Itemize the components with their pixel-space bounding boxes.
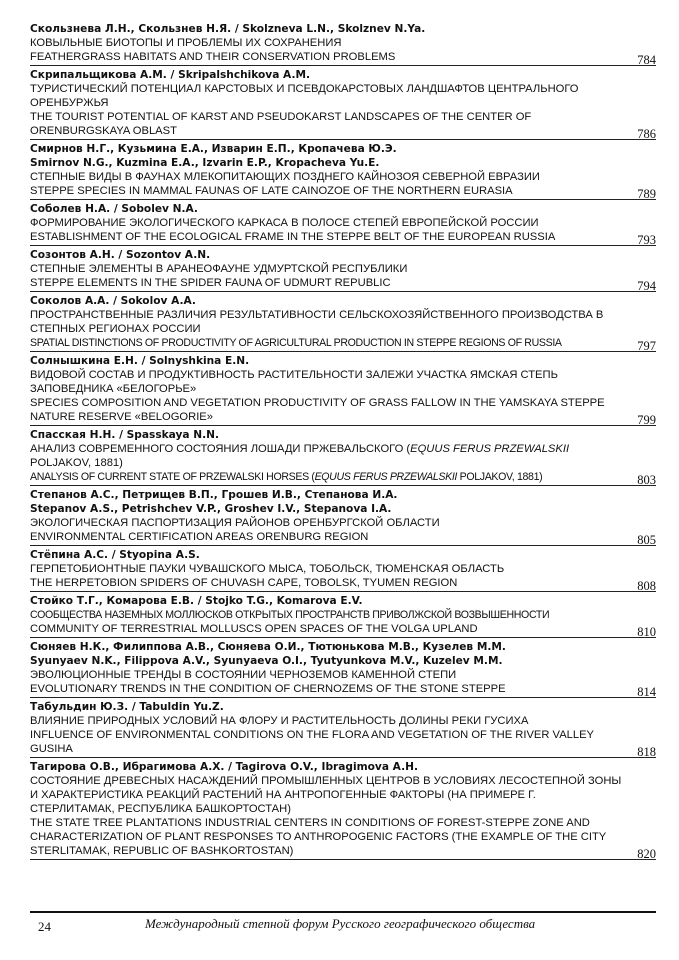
footer-title: Международный степной форум Русского географического общества: [145, 916, 536, 931]
entry-title-ru-part: АНАЛИЗ СОВРЕМЕННОГО СОСТОЯНИЯ ЛОШАДИ ПРЖЕВАЛЬСКОГО (: [30, 443, 411, 455]
entry-title-ru: СТЕПНЫЕ ЭЛЕМЕНТЫ В АРАНЕОФАУНЕ УДМУРТСКОЙ РЕСПУБЛИКИ: [30, 263, 408, 275]
entry-title-en: SPECIES COMPOSITION AND VEGETATION PRODUCTIVITY OF GRASS FALLOW IN THE YAMSKAYA STEPPE NATURE RESERVE «BELOGORIE»: [30, 397, 605, 423]
entry-page-number: 820: [637, 847, 656, 861]
entry-page-number: 786: [637, 127, 656, 141]
entry-authors: Соколов А.А. / Sokolov A.A.: [30, 295, 196, 307]
entry-title-en: EVOLUTIONARY TRENDS IN THE CONDITION OF CHERNOZEMS OF THE STONE STEPPE: [30, 683, 506, 695]
entry-authors: Тагирова О.В., Ибрагимова А.Х. / Tagirova O.V., Ibragimova A.H.: [30, 761, 418, 773]
entry-title-en: COMMUNITY OF TERRESTRIAL MOLLUSCS OPEN SPACES OF THE VOLGA UPLAND: [30, 623, 478, 635]
entry-authors: Созонтов А.Н. / Sozontov A.N.: [30, 249, 211, 261]
contents-entry: [30, 758, 656, 860]
entry-title-en: SPATIAL DISTINCTIONS OF PRODUCTIVITY OF AGRICULTURAL PRODUCTION IN STEPPE REGIONS OF RUSSIA: [30, 337, 562, 349]
contents-entry: [30, 292, 656, 352]
entry-title-en-part: POLJAKOV, 1881): [457, 471, 543, 483]
entry-authors: Смирнов Н.Г., Кузьмина Е.А., Изварин Е.П., Кропачева Ю.Э.: [30, 143, 397, 155]
entry-page-number: 805: [637, 533, 656, 547]
entry-title-ru: СООБЩЕСТВА НАЗЕМНЫХ МОЛЛЮСКОВ ОТКРЫТЫХ ПРОСТРАНСТВ ПРИВОЛЖСКОЙ ВОЗВЫШЕННОСТИ: [30, 609, 550, 621]
entry-page-number: 784: [637, 53, 656, 67]
entry-title-ru: ВЛИЯНИЕ ПРИРОДНЫХ УСЛОВИЙ НА ФЛОРУ И РАСТИТЕЛЬНОСТЬ ДОЛИНЫ РЕКИ ГУСИХА: [30, 715, 529, 727]
entry-title-ru: ЭКОЛОГИЧЕСКАЯ ПАСПОРТИЗАЦИЯ РАЙОНОВ ОРЕНБУРГСКОЙ ОБЛАСТИ: [30, 517, 440, 529]
entry-authors: Стёпина А.С. / Styopina A.S.: [30, 549, 200, 561]
footer-page-number: 24: [38, 919, 51, 934]
entry-title-en: INFLUENCE OF ENVIRONMENTAL CONDITIONS ON THE FLORA AND VEGETATION OF THE RIVER VALLEY GUSIHA: [30, 729, 594, 755]
entry-title-ru: СТЕПНЫЕ ВИДЫ В ФАУНАХ МЛЕКОПИТАЮЩИХ ПОЗДНЕГО КАЙНОЗОЯ СЕВЕРНОЙ ЕВРАЗИИ: [30, 171, 540, 183]
contents-entry: [30, 546, 656, 592]
contents-entry: [30, 140, 656, 200]
entry-title-en: THE TOURIST POTENTIAL OF KARST AND PSEUDOKARST LANDSCAPES OF THE CENTER OF ORENBURGSKAYA OBLAST: [30, 111, 532, 137]
entry-title-en: ENVIRONMENTAL CERTIFICATION AREAS ORENBURG REGION: [30, 531, 369, 543]
contents-entry: [30, 426, 656, 486]
entry-authors: Табульдин Ю.З. / Tabuldin Yu.Z.: [30, 701, 224, 713]
entry-title-ru: ТУРИСТИЧЕСКИЙ ПОТЕНЦИАЛ КАРСТОВЫХ И ПСЕВДОКАРСТОВЫХ ЛАНДШАФТОВ ЦЕНТРАЛЬНОГО ОРЕНБУРЖЬЯ: [30, 83, 579, 109]
entry-title-en-italic: EQUUS FERUS PRZEWALSKII: [314, 471, 458, 483]
entry-authors: Степанов А.С., Петрищев В.П., Грошев И.В., Степанова И.А.: [30, 489, 398, 501]
contents-entry: [30, 592, 656, 638]
entry-title-en: THE HERPETOBION SPIDERS OF CHUVASH CAPE, TOBOLSK, TYUMEN REGION: [30, 577, 458, 589]
entry-page-number: 810: [637, 625, 656, 639]
entry-authors: Спасская Н.Н. / Spasskaya N.N.: [30, 429, 220, 441]
contents-entry: [30, 20, 656, 66]
entry-authors: Сюняев Н.К., Филиппова А.В., Сюняева О.И., Тютюнькова М.В., Кузелев М.М.: [30, 641, 506, 653]
entry-page-number: 808: [637, 579, 656, 593]
entry-authors-latin: Stepanov A.S., Petrishchev V.P., Groshev I.V., Stepanova I.A.: [30, 503, 392, 515]
contents-entry: [30, 698, 656, 758]
entry-page-number: 793: [637, 233, 656, 247]
entry-title-en: [30, 470, 622, 484]
entry-title-ru: ГЕРПЕТОБИОНТНЫЕ ПАУКИ ЧУВАШСКОГО МЫСА, ТОБОЛЬСК, ТЮМЕНСКАЯ ОБЛАСТЬ: [30, 563, 505, 575]
contents-entry: [30, 66, 656, 140]
entry-authors-latin: Smirnov N.G., Kuzmina E.A., Izvarin E.P., Kropacheva Yu.E.: [30, 157, 380, 169]
contents-entry: [30, 352, 656, 426]
entry-title-ru: ПРОСТРАНСТВЕННЫЕ РАЗЛИЧИЯ РЕЗУЛЬТАТИВНОСТИ СЕЛЬСКОХОЗЯЙСТВЕННОГО ПРОИЗВОДСТВА В СТЕПНЫХ РЕГИОНАХ РОССИИ: [30, 309, 604, 335]
page-footer: [30, 911, 656, 934]
entry-title-ru: КОВЫЛЬНЫЕ БИОТОПЫ И ПРОБЛЕМЫ ИХ СОХРАНЕНИЯ: [30, 37, 342, 49]
entry-authors: Стойко Т.Г., Комарова Е.В. / Stojko T.G., Komarova E.V.: [30, 595, 363, 607]
contents-entry: [30, 246, 656, 292]
entry-title-ru: ЭВОЛЮЦИОННЫЕ ТРЕНДЫ В СОСТОЯНИИ ЧЕРНОЗЕМОВ КАМЕННОЙ СТЕПИ: [30, 669, 457, 681]
entry-page-number: 789: [637, 187, 656, 201]
entry-title-ru-part: POLJAKOV, 1881): [30, 457, 123, 469]
contents-entry: [30, 200, 656, 246]
entry-authors: Скользнева Л.Н., Скользнев Н.Я. / Skolzneva L.N., Skolznev N.Ya.: [30, 23, 426, 35]
entry-authors: Соболев Н.А. / Sobolev N.A.: [30, 203, 198, 215]
contents-entry: [30, 638, 656, 698]
entry-title-ru: ВИДОВОЙ СОСТАВ И ПРОДУКТИВНОСТЬ РАСТИТЕЛЬНОСТИ ЗАЛЕЖИ УЧАСТКА ЯМСКАЯ СТЕПЬ ЗАПОВЕДНИКА «БЕЛОГОРЬЕ»: [30, 369, 558, 395]
entry-page-number: 814: [637, 685, 656, 699]
contents-entry: [30, 486, 656, 546]
contents-list: [30, 20, 656, 860]
entry-authors-latin: Syunyaev N.K., Filippova A.V., Syunyaeva O.I., Tyutyunkova M.V., Kuzelev M.M.: [30, 655, 503, 667]
entry-title-en: FEATHERGRASS HABITATS AND THEIR CONSERVATION PROBLEMS: [30, 51, 396, 63]
entry-title-en: THE STATE TREE PLANTATIONS INDUSTRIAL CENTERS IN CONDITIONS OF FOREST-STEPPE ZONE AND CHARACTERIZATION OF PLANT RESPONSES TO ANTHROPOGENIC FACTORS (THE EXAMPLE OF THE CITY STERLITAMAK, REPUBLIC OF BASHKORTOSTAN): [30, 817, 607, 857]
entry-title-en: STEPPE SPECIES IN MAMMAL FAUNAS OF LATE CAINOZOE OF THE NORTHERN EURASIA: [30, 185, 513, 197]
entry-page-number: 818: [637, 745, 656, 759]
entry-title-en: ESTABLISHMENT OF THE ECOLOGICAL FRAME IN THE STEPPE BELT OF THE EUROPEAN RUSSIA: [30, 231, 556, 243]
entry-title-en-part: ANALYSIS OF CURRENT STATE OF PRZEWALSKI HORSES (: [30, 471, 315, 483]
entry-authors: Солнышкина Е.Н. / Solnyshkina E.N.: [30, 355, 250, 367]
entry-page-number: 803: [637, 473, 656, 487]
entry-title-ru-italic: EQUUS FERUS PRZEWALSKII: [410, 443, 570, 455]
entry-page-number: 794: [637, 279, 656, 293]
entry-page-number: 797: [637, 339, 656, 353]
entry-authors: Скрипальщикова А.М. / Skripalshchikova A.M.: [30, 69, 311, 81]
entry-page-number: 799: [637, 413, 656, 427]
entry-title-ru: ФОРМИРОВАНИЕ ЭКОЛОГИЧЕСКОГО КАРКАСА В ПОЛОСЕ СТЕПЕЙ ЕВРОПЕЙСКОЙ РОССИИ: [30, 217, 539, 229]
entry-title-en: STEPPE ELEMENTS IN THE SPIDER FAUNA OF UDMURT REPUBLIC: [30, 277, 391, 289]
entry-title-ru: СОСТОЯНИЕ ДРЕВЕСНЫХ НАСАЖДЕНИЙ ПРОМЫШЛЕННЫХ ЦЕНТРОВ В УСЛОВИЯХ ЛЕСОСТЕПНОЙ ЗОНЫ И ХАРАКТЕРИСТИКА РЕАКЦИЙ РАСТЕНИЙ НА АНТРОПОГЕННЫЕ ФАКТОРЫ (НА ПРИМЕРЕ Г. СТЕРЛИТАМАК, РЕСПУБЛИКА БАШКОРТОСТАН): [30, 775, 622, 815]
entry-title-ru: [30, 442, 622, 470]
